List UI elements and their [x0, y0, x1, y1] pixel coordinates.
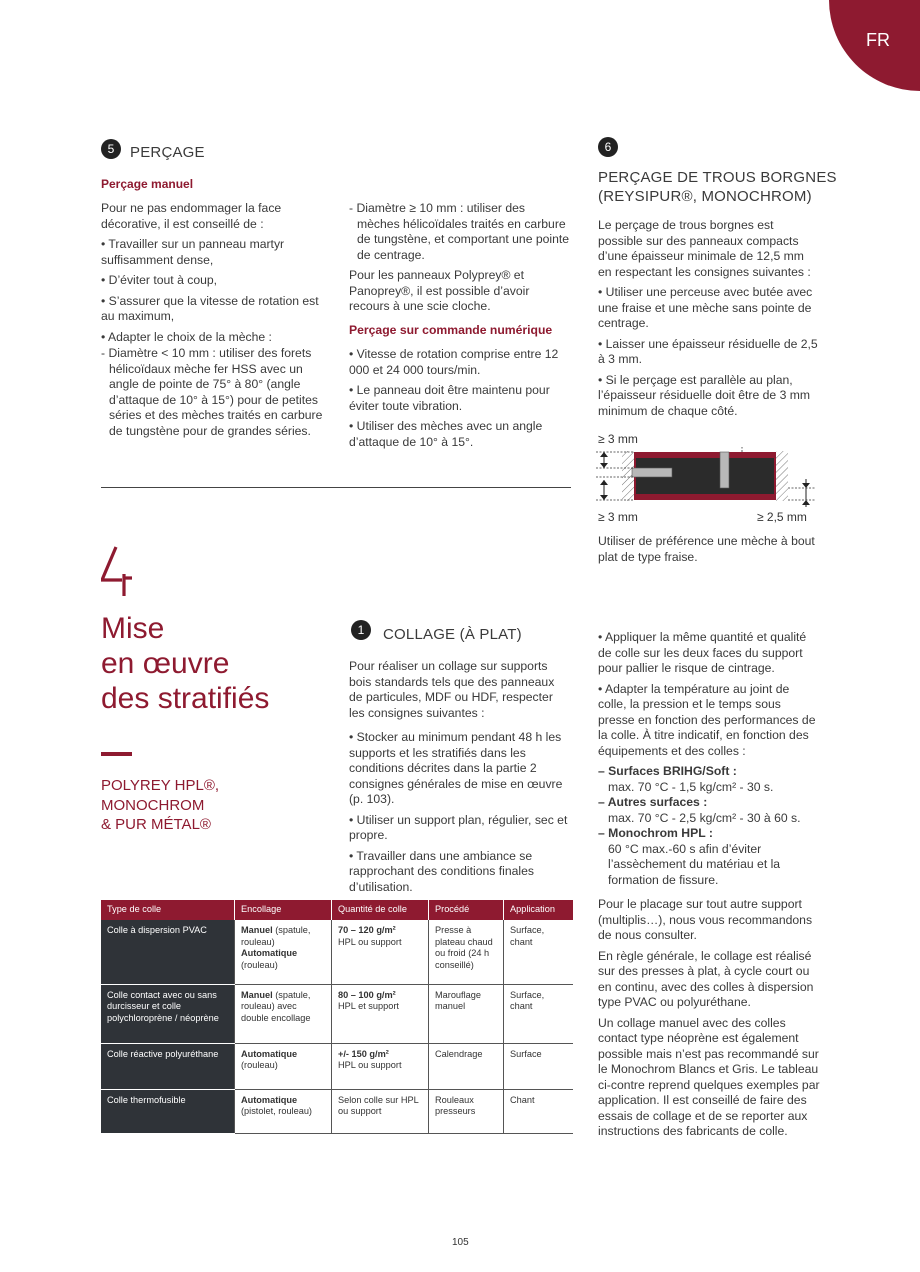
diameter-large-note: - Diamètre ≥ 10 mm : utiliser des mèches hélicoïdales traités en carbure de tungstène, et comportant une pointe de centrage. — [349, 201, 570, 262]
section-6-title-line1: PERÇAGE DE TROUS BORGNES — [598, 169, 837, 186]
dimension-top-label: ≥ 3 mm — [598, 432, 638, 446]
gluing-bullet: • Travailler dans une ambiance se rapprochant des conditions finales d’utilisation. — [349, 848, 534, 894]
application-method-cell: Manuel (spatule, rouleau) Automatique (rouleau) — [235, 920, 332, 984]
section-5-title: PERÇAGE — [130, 144, 205, 161]
monochrom-hpl-value: 60 °C max.-60 s afin d’éviter l’assèchement du matériau et la formation de fissure. — [608, 841, 781, 887]
cnc-bullet: • Utiliser des mèches avec un angle d’attaque de 10° à 15°. — [349, 419, 543, 449]
table-row — [101, 1043, 573, 1089]
application-cell: Surface, chant — [504, 920, 574, 984]
surfaces-brihg-value: max. 70 °C - 1,5 kg/cm² - 30 s. — [608, 779, 774, 794]
header-process: Procédé — [429, 900, 504, 920]
drilling-bullet: • S’assurer que la vitesse de rotation est au maximum, — [101, 293, 319, 323]
section-5-left-column — [101, 201, 323, 444]
cnc-bullet: • Vitesse de rotation comprise entre 12 000 et 24 000 tours/min. — [349, 347, 559, 377]
panels-note: Pour les panneaux Polyprey® et Panoprey®, il est possible d’avoir recours à une scie cloche. — [349, 268, 530, 313]
section-1-title: COLLAGE (À PLAT) — [383, 626, 522, 643]
blind-holes-intro: Le perçage de trous borgnes est possible sur des panneaux compacts d’une épaisseur minimale de 12,5 mm en respectant les consignes suivantes : — [598, 218, 811, 279]
glue-type-cell: Colle thermofusible — [101, 1089, 235, 1133]
glue-type-cell: Colle réactive polyuréthane — [101, 1043, 235, 1089]
drilling-bullet: • Adapter le choix de la mèche : — [101, 329, 272, 344]
glue-type-cell: Colle contact avec ou sans durcisseur et colle polychloroprène / néoprène — [101, 984, 235, 1043]
gluing-bullet: • Appliquer la même quantité et qualité de colle sur les deux faces du support pour pallier le risque de cintrage. — [598, 630, 807, 675]
chapter-accent-bar — [101, 752, 132, 756]
chapter-number-4 — [101, 546, 133, 598]
section-1-middle-column — [349, 659, 571, 900]
gluing-intro: Pour réaliser un collage sur supports bois standards tels que des panneaux de particules, MDF ou HDF, respecter les consignes suivantes : — [349, 659, 555, 720]
header-application-method: Encollage — [235, 900, 332, 920]
face-drill-hole — [720, 452, 729, 488]
other-surfaces-label: – Autres surfaces : — [598, 795, 708, 809]
dimension-bottom-left-label: ≥ 3 mm — [598, 510, 638, 524]
application-cell: Surface, chant — [504, 984, 574, 1043]
process-cell: Rouleaux presseurs — [429, 1089, 504, 1133]
process-cell: Calendrage — [429, 1043, 504, 1089]
blind-holes-bullet: • Laisser une épaisseur résiduelle de 2,5 à 3 mm. — [598, 336, 818, 366]
section-1-right-column — [598, 630, 820, 1145]
cnc-bullet: • Le panneau doit être maintenu pour éviter toute vibration. — [349, 383, 550, 413]
chapter-title-line1: Mise — [101, 612, 165, 645]
glue-table — [101, 900, 573, 1134]
section-6-number: 6 — [598, 137, 618, 157]
application-method-cell: Automatique (rouleau) — [235, 1043, 332, 1089]
language-tab-label: FR — [866, 30, 890, 50]
glue-quantity-cell: +/- 150 g/m² HPL ou support — [332, 1043, 429, 1089]
chapter-subtitle — [101, 776, 219, 835]
blind-holes-bullet: • Si le perçage est parallèle au plan, l’épaisseur résiduelle doit être de 3 mm minimum de chaque côté. — [598, 372, 811, 418]
blind-hole-diagram — [596, 447, 822, 507]
chapter-title — [101, 611, 269, 716]
glue-quantity-cell: 80 – 100 g/m² HPL et support — [332, 984, 429, 1043]
application-method-cell: Automatique (pistolet, rouleau) — [235, 1089, 332, 1133]
process-cell: Presse à plateau chaud ou froid (24 h conseillé) — [429, 920, 504, 984]
application-cell: Surface — [504, 1043, 574, 1089]
header-glue-type: Type de colle — [101, 900, 235, 920]
drill-bit-note: Utiliser de préférence une mèche à bout plat de type fraise. — [598, 534, 815, 564]
dimension-bottom-right-label: ≥ 2,5 mm — [757, 510, 807, 524]
manual-gluing-note: Un collage manuel avec des colles contact type néoprène est également possible mais n’est pas recommandé sur le Monochrom Blancs et Gris. Le tableau ci-contre reprend quelques exemples par application. Il est conseillé de faire des essais de collage et de se reporter aux instructions des fabricants de colle. — [598, 1015, 820, 1138]
table-header-row — [101, 900, 573, 920]
chapter-subtitle-line1: POLYREY HPL®, — [101, 777, 220, 794]
header-application: Application — [504, 900, 574, 920]
gluing-bullet: • Utiliser un support plan, régulier, sec et propre. — [349, 812, 568, 842]
glue-type-cell: Colle à dispersion PVAC — [101, 920, 235, 984]
manual-drilling-heading: Perçage manuel — [101, 177, 194, 191]
drilling-intro: Pour ne pas endommager la face décorative, il est conseillé de : — [101, 201, 282, 231]
table-row — [101, 984, 573, 1043]
side-drill-hole — [632, 468, 672, 477]
glue-quantity-cell: Selon colle sur HPL ou support — [332, 1089, 429, 1133]
press-note: En règle générale, le collage est réalisé sur des presses à plat, à cycle court ou en continu, avec des colles à dispersion type PVAC ou polyuréthane. — [598, 948, 814, 1009]
section-5-number: 5 — [101, 139, 121, 159]
monochrom-hpl-label: – Monochrom HPL : — [598, 826, 713, 840]
application-cell: Chant — [504, 1089, 574, 1133]
blind-holes-bullet: • Utiliser une perceuse avec butée avec une fraise et une mèche sans pointe de centrage. — [598, 285, 813, 330]
drilling-bullet: • D’éviter tout à coup, — [101, 273, 218, 287]
other-support-note: Pour le placage sur tout autre support (multiplis…), nous vous recommandons de nous consulter. — [598, 897, 813, 942]
application-method-cell: Manuel (spatule, rouleau) avec double encollage — [235, 984, 332, 1043]
page-number: 105 — [452, 1237, 469, 1248]
header-glue-quantity: Quantité de colle — [332, 900, 429, 920]
chapter-subtitle-line3: & PUR MÉTAL® — [101, 816, 211, 833]
gluing-bullet: • Stocker au minimum pendant 48 h les supports et les stratifiés dans les conditions décrites dans la partie 2 consignes générales de mise en œuvre (p. 103). — [349, 730, 563, 806]
gluing-bullet: • Adapter la température au joint de colle, la pression et le temps sous presse en fonction des performances de la colle. À titre indicatif, en fonction des équipements et des colles : — [598, 681, 816, 758]
other-surfaces-value: max. 70 °C - 2,5 kg/cm² - 30 à 60 s. — [608, 810, 801, 825]
chapter-title-line3: des stratifiés — [101, 682, 270, 715]
table-row — [101, 1089, 573, 1133]
section-6-text — [598, 218, 820, 424]
drilling-bullet: • Travailler sur un panneau martyr suffisamment dense, — [101, 237, 285, 267]
section-6-title — [598, 168, 837, 206]
chapter-subtitle-line2: MONOCHROM — [101, 796, 205, 814]
table-row — [101, 920, 573, 984]
section-divider — [101, 487, 571, 488]
glue-quantity-cell: 70 – 120 g/m² HPL ou support — [332, 920, 429, 984]
chapter-title-line2: en œuvre — [101, 647, 230, 680]
right-clamp-hatch — [776, 451, 788, 501]
section-5-right-column — [349, 201, 571, 455]
process-cell: Marouflage manuel — [429, 984, 504, 1043]
surfaces-brihg-label: – Surfaces BRIHG/Soft : — [598, 764, 737, 778]
section-6-title-line2: (REYSIPUR®, MONOCHROM) — [598, 188, 812, 205]
diameter-small-note: - Diamètre < 10 mm : utiliser des forets hélicoïdaux mèche fer HSS avec un angle de pointe de 75° à 80° (angle d’attaque de 10° à 15°) pour de petites séries et des mèches traités en carbure de tungstène pour de grandes séries. — [101, 346, 323, 438]
section-1-number: 1 — [351, 620, 371, 640]
cnc-drilling-heading: Perçage sur commande numérique — [349, 322, 553, 337]
